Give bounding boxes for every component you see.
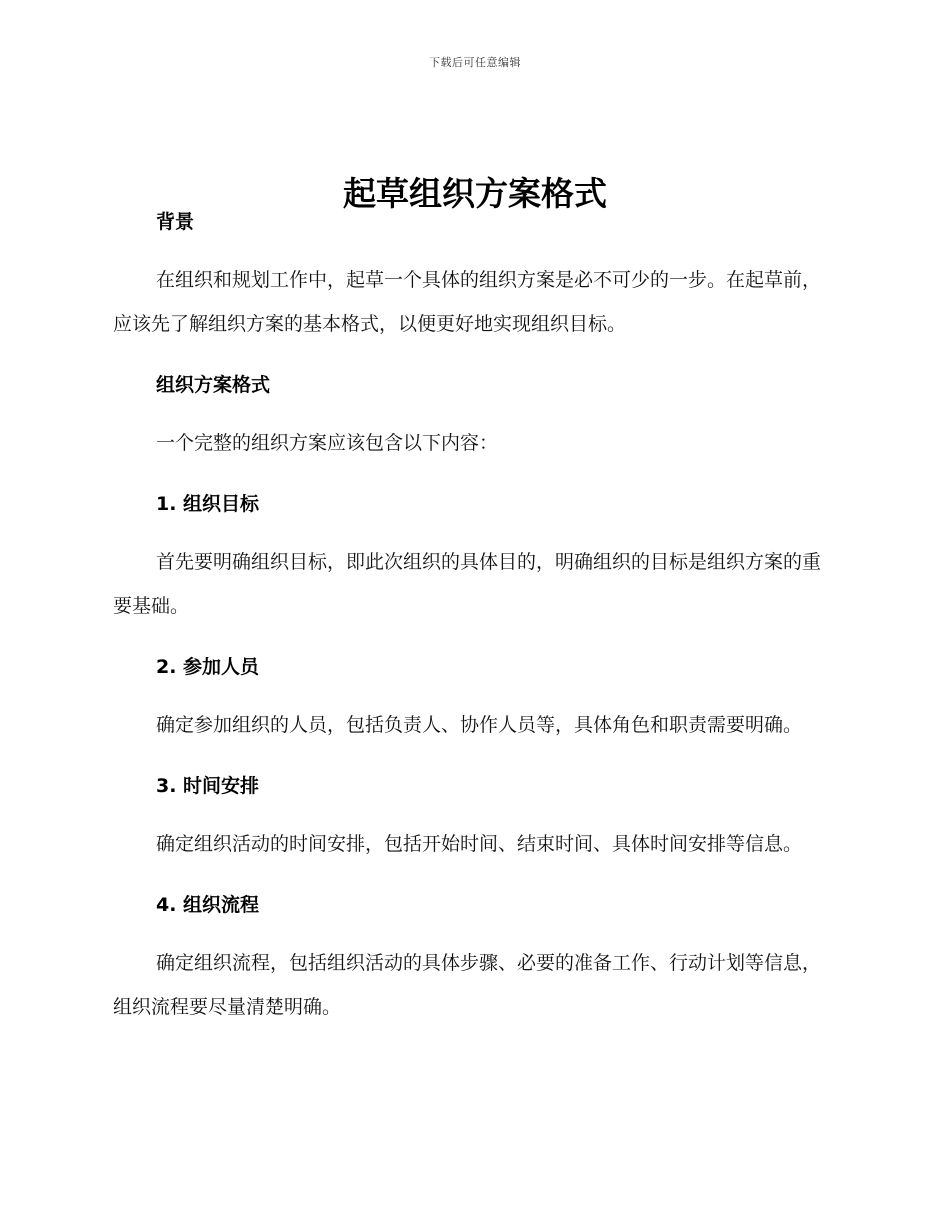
section-body-process: 确定组织流程，包括组织活动的具体步骤、必要的准备工作、行动计划等信息，组织流程要尽量清楚明确。 [113, 952, 822, 1018]
section-heading-process: 4. 组织流程 [156, 894, 260, 916]
section-body-schedule: 确定组织活动的时间安排，包括开始时间、结束时间、具体时间安排等信息。 [156, 833, 803, 855]
section-heading-participants: 2. 参加人员 [156, 656, 260, 678]
section-body-participants: 确定参加组织的人员，包括负责人、协作人员等，具体角色和职责需要明确。 [156, 714, 803, 736]
section-heading-goals: 1. 组织目标 [156, 493, 260, 515]
section-body-background: 在组织和规划工作中，起草一个具体的组织方案是必不可少的一步。在起草前，应该先了解组织方案的基本格式，以便更好地实现组织目标。 [113, 269, 822, 335]
section-body-goals: 首先要明确组织目标，即此次组织的具体目的，明确组织的目标是组织方案的重要基础。 [113, 551, 822, 617]
section-heading-schedule: 3. 时间安排 [156, 775, 260, 797]
header-note: 下载后可任意编辑 [429, 56, 521, 69]
section-heading-format: 组织方案格式 [156, 374, 271, 396]
document-title: 起草组织方案格式 [343, 174, 607, 214]
document-body [113, 202, 833, 1029]
section-heading-background: 背景 [156, 211, 195, 233]
section-body-format: 一个完整的组织方案应该包含以下内容： [156, 432, 499, 454]
